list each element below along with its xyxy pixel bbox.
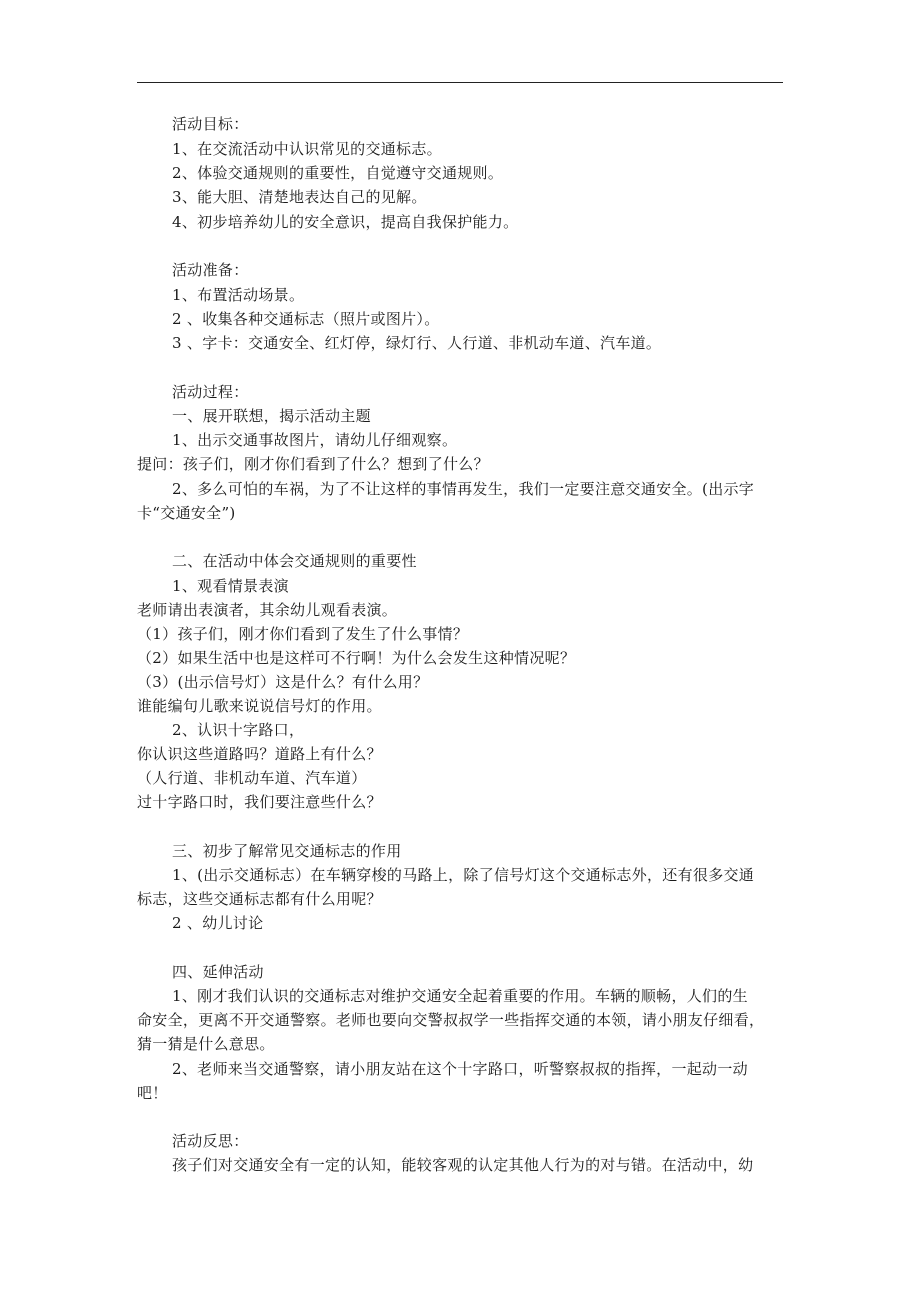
text-line: 猜一猜是什么意思。 [137, 1035, 275, 1053]
text-line: （1）孩子们，刚才你们看到了发生了什么事情？ [137, 625, 469, 643]
text-line: 老师请出表演者，其余幼儿观看表演。 [137, 601, 398, 619]
text-line: 命安全，更离不开交通警察。老师也要向交警叔叔学一些指挥交通的本领，请小朋友仔细看， [137, 1011, 765, 1029]
text-line: （人行道、非机动车道、汽车道） [137, 769, 367, 787]
header-rule [137, 82, 783, 83]
subheading: 一、展开联想，揭示活动主题 [172, 407, 371, 425]
text-line: 2 、收集各种交通标志（照片或图片）。 [172, 310, 440, 328]
text-line: 谁能编句儿歌来说说信号灯的作用。 [137, 697, 382, 715]
text-line: （3）(出示信号灯）这是什么？有什么用？ [137, 673, 429, 691]
text-line: 1、在交流活动中认识常见的交通标志。 [172, 140, 442, 158]
subheading: 四、延伸活动 [172, 963, 264, 981]
section-heading-process: 活动过程： [172, 383, 249, 401]
section-heading-goals: 活动目标： [172, 115, 249, 133]
text-line: 1、刚才我们认识的交通标志对维护交通安全起着重要的作用。车辆的顺畅，人们的生 [172, 987, 748, 1005]
text-line: 3、能大胆、清楚地表达自己的见解。 [172, 188, 427, 206]
text-line: 你认识这些道路吗？道路上有什么？ [137, 745, 382, 763]
subheading: 三、初步了解常见交通标志的作用 [172, 842, 402, 860]
text-line: 吧！ [137, 1084, 168, 1102]
text-line: 标志，这些交通标志都有什么用呢？ [137, 890, 382, 908]
text-line: 2、体验交通规则的重要性，自觉遵守交通规则。 [172, 164, 504, 182]
text-line: 孩子们对交通安全有一定的认知，能较客观的认定其他人行为的对与错。在活动中，幼 [172, 1156, 754, 1174]
text-line: 2 、幼儿讨论 [172, 914, 264, 932]
text-line: （2）如果生活中也是这样可不行啊！为什么会发生这种情况呢？ [137, 649, 576, 667]
text-line: 2、老师来当交通警察，请小朋友站在这个十字路口，听警察叔叔的指挥，一起动一动 [172, 1060, 748, 1078]
section-heading-reflection: 活动反思： [172, 1132, 249, 1150]
text-line: 1、布置活动场景。 [172, 286, 305, 304]
section-heading-prep: 活动准备： [172, 261, 249, 279]
subheading: 二、在活动中体会交通规则的重要性 [172, 552, 417, 570]
text-line: 2、多么可怕的车祸，为了不让这样的事情再发生，我们一定要注意交通安全。(出示字 [172, 480, 755, 498]
text-line: 3 、字卡：交通安全、红灯停，绿灯行、人行道、非机动车道、汽车道。 [172, 334, 662, 352]
text-line: 4、初步培养幼儿的安全意识，提高自我保护能力。 [172, 213, 519, 231]
text-line: 卡“交通安全”) [137, 504, 236, 522]
text-line: 过十字路口时，我们要注意些什么？ [137, 793, 382, 811]
text-line: 提问：孩子们，刚才你们看到了什么？想到了什么？ [137, 455, 489, 473]
text-line: 1、观看情景表演 [172, 577, 289, 595]
text-line: 1、出示交通事故图片，请幼儿仔细观察。 [172, 431, 458, 449]
text-line: 2、认识十字路口， [172, 721, 305, 739]
text-line: 1、(出示交通标志）在车辆穿梭的马路上，除了信号灯这个交通标志外，还有很多交通 [172, 866, 755, 884]
